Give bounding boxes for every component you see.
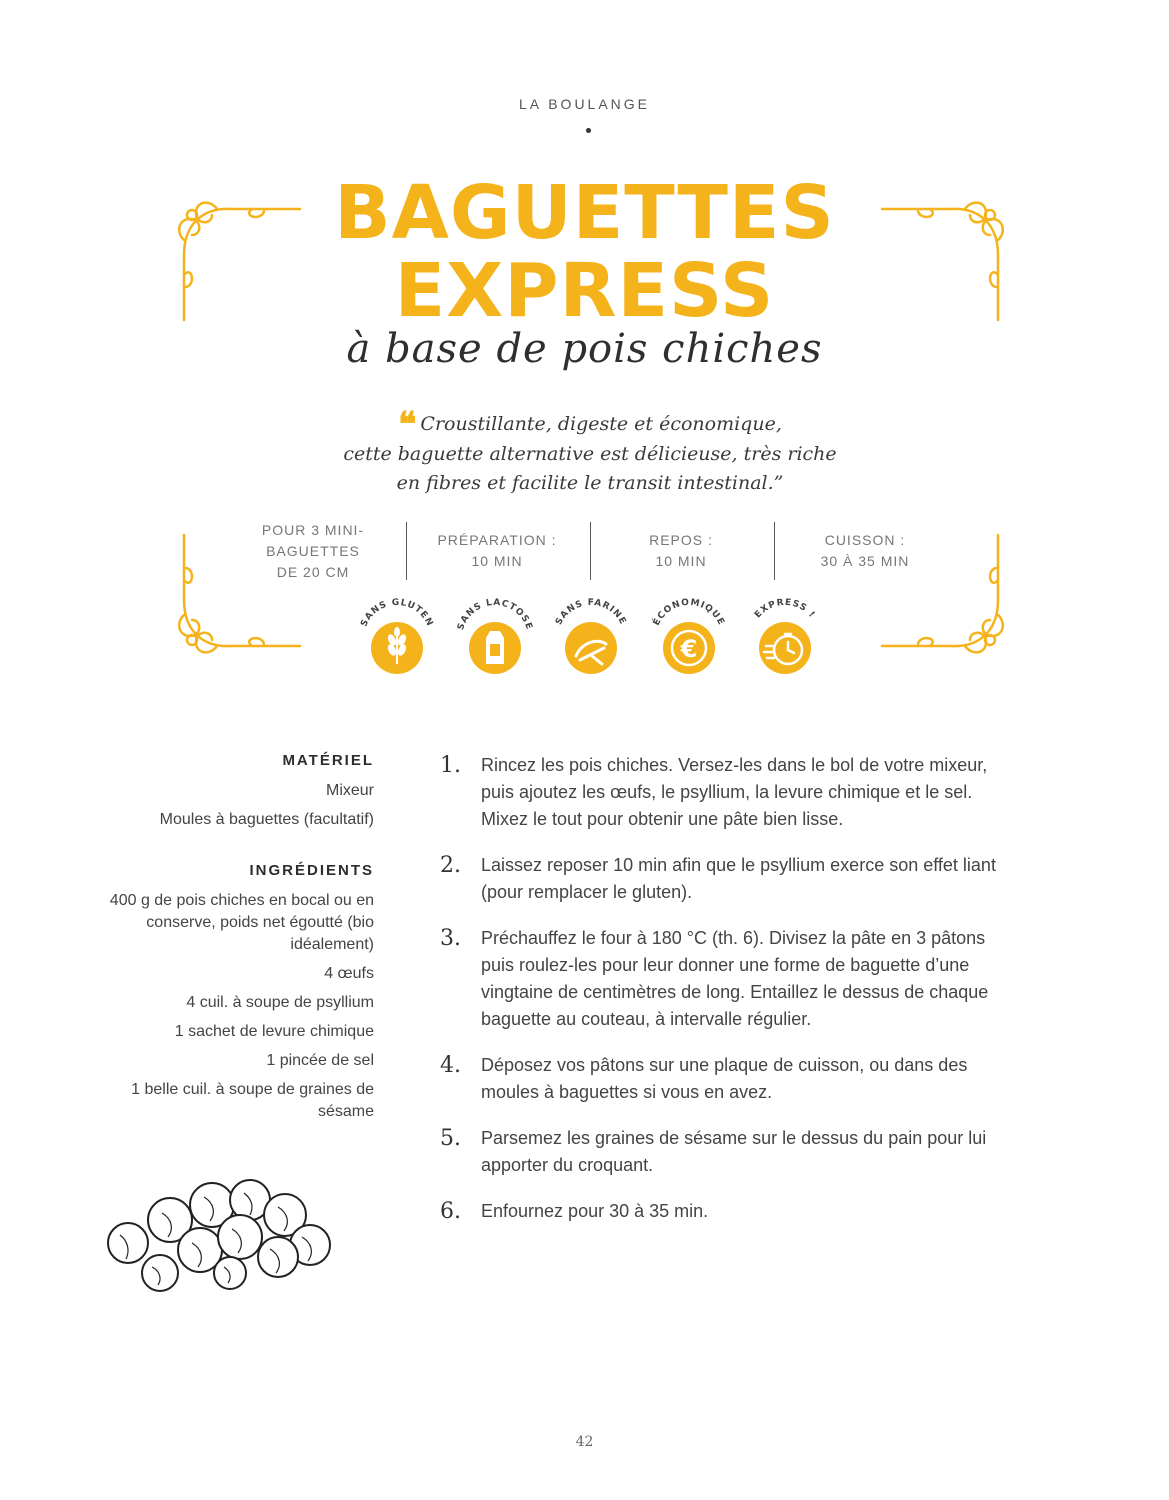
badge-label: ÉCONOMIQUE	[651, 597, 727, 628]
quote-line: ❝ Croustillante, digeste et économique,	[398, 405, 782, 445]
step-text: Laissez reposer 10 min afin que le psyllium exerce son effet liant (pour remplacer le gluten).	[481, 855, 996, 902]
step-text: Parsemez les graines de sésame sur le dessus du pain pour lui apporter du croquant.	[481, 1128, 987, 1175]
list-item: 1 belle cuil. à soupe de graines de sésame	[131, 1081, 374, 1120]
badge-sans-lactose	[450, 598, 540, 678]
step-item	[440, 852, 1010, 906]
step-item	[440, 1125, 1010, 1179]
badge-label: SANS GLUTEN	[359, 597, 435, 629]
step-item	[440, 752, 1010, 833]
badge-label: SANS FARINE	[554, 597, 628, 627]
step-number: 5.	[440, 1126, 461, 1151]
badge-express	[740, 598, 830, 678]
list-item: 1 pincée de sel	[266, 1052, 374, 1069]
svg-text:€: €	[680, 635, 698, 663]
ingredients-heading: INGRÉDIENTS	[249, 862, 374, 879]
stat-divider	[406, 522, 407, 580]
step-item	[440, 925, 1010, 1033]
materiel-list	[84, 780, 374, 838]
stat-cuisson: CUISSON : 30 À 35 MIN	[820, 532, 910, 569]
ingredients-list	[84, 890, 374, 1130]
stat-repos: REPOS : 10 MIN	[649, 532, 713, 569]
list-item: 1 sachet de levure chimique	[174, 1023, 374, 1040]
quote-mark-icon: ❝	[398, 405, 417, 445]
step-text: Déposez vos pâtons sur une plaque de cuisson, ou dans des moules à baguettes si vous en avez.	[481, 1055, 968, 1102]
quote-line: en fibres et facilite le transit intestinal.”	[396, 472, 784, 494]
badge-sans-farine	[546, 598, 636, 678]
section-label: LA BOULANGE	[518, 96, 651, 112]
badge-label: EXPRESS !	[753, 597, 817, 621]
stat-preparation: PRÉPARATION : 10 MIN	[437, 532, 557, 569]
list-item: 4 cuil. à soupe de psyllium	[186, 994, 374, 1011]
steps-list	[440, 752, 1010, 1244]
step-text: Préchauffez le four à 180 °C (th. 6). Divisez la pâte en 3 pâtons puis roulez-les pour leur donner une forme de baguette d’une vingtaine de centimètres de long. Entaillez le dessus de chaque baguette au couteau, à intervalle régulier.	[481, 928, 989, 1029]
step-text: Enfournez pour 30 à 35 min.	[481, 1201, 709, 1221]
step-number: 4.	[440, 1053, 461, 1078]
milk-carton-icon	[486, 631, 504, 664]
stat-divider	[590, 522, 591, 580]
stat-yield: POUR 3 MINI- BAGUETTES DE 20 CM	[261, 522, 365, 580]
list-item: Mixeur	[325, 782, 374, 799]
step-number: 3.	[440, 926, 461, 951]
list-item: 4 œufs	[324, 965, 374, 982]
list-item: Moules à baguettes (facultatif)	[159, 811, 374, 828]
recipe-title-line2: EXPRESS	[394, 248, 775, 334]
step-item	[440, 1052, 1010, 1106]
quote-block	[300, 405, 880, 498]
step-item	[440, 1198, 1010, 1225]
materiel-heading: MATÉRIEL	[282, 752, 374, 769]
step-text: Rincez les pois chiches. Versez-les dans le bol de votre mixeur, puis ajoutez les œufs, le psyllium, la levure chimique et le sel. Mixez le tout pour obtenir une pâte bien lisse.	[481, 755, 988, 829]
stat-divider	[774, 522, 775, 580]
recipe-subtitle: à base de pois chiches	[346, 326, 823, 372]
chickpeas-illustration	[100, 1175, 340, 1295]
recipe-title-line1: BAGUETTES	[334, 170, 835, 256]
svg-text:EXPRESS !	[753, 598, 817, 620]
page-number: 42	[575, 1434, 594, 1450]
step-number: 2.	[440, 853, 461, 878]
badge-economique	[644, 598, 734, 678]
badge-label: SANS LACTOSE	[456, 597, 534, 632]
step-number: 6.	[440, 1199, 461, 1224]
badge-sans-gluten	[352, 598, 442, 678]
quote-line: cette baguette alternative est délicieuse, très riche	[343, 443, 837, 465]
list-item: 400 g de pois chiches en bocal ou en conserve, poids net égoutté (bio idéalement)	[109, 892, 374, 953]
step-number: 1.	[440, 753, 461, 778]
section-dot	[586, 128, 591, 133]
